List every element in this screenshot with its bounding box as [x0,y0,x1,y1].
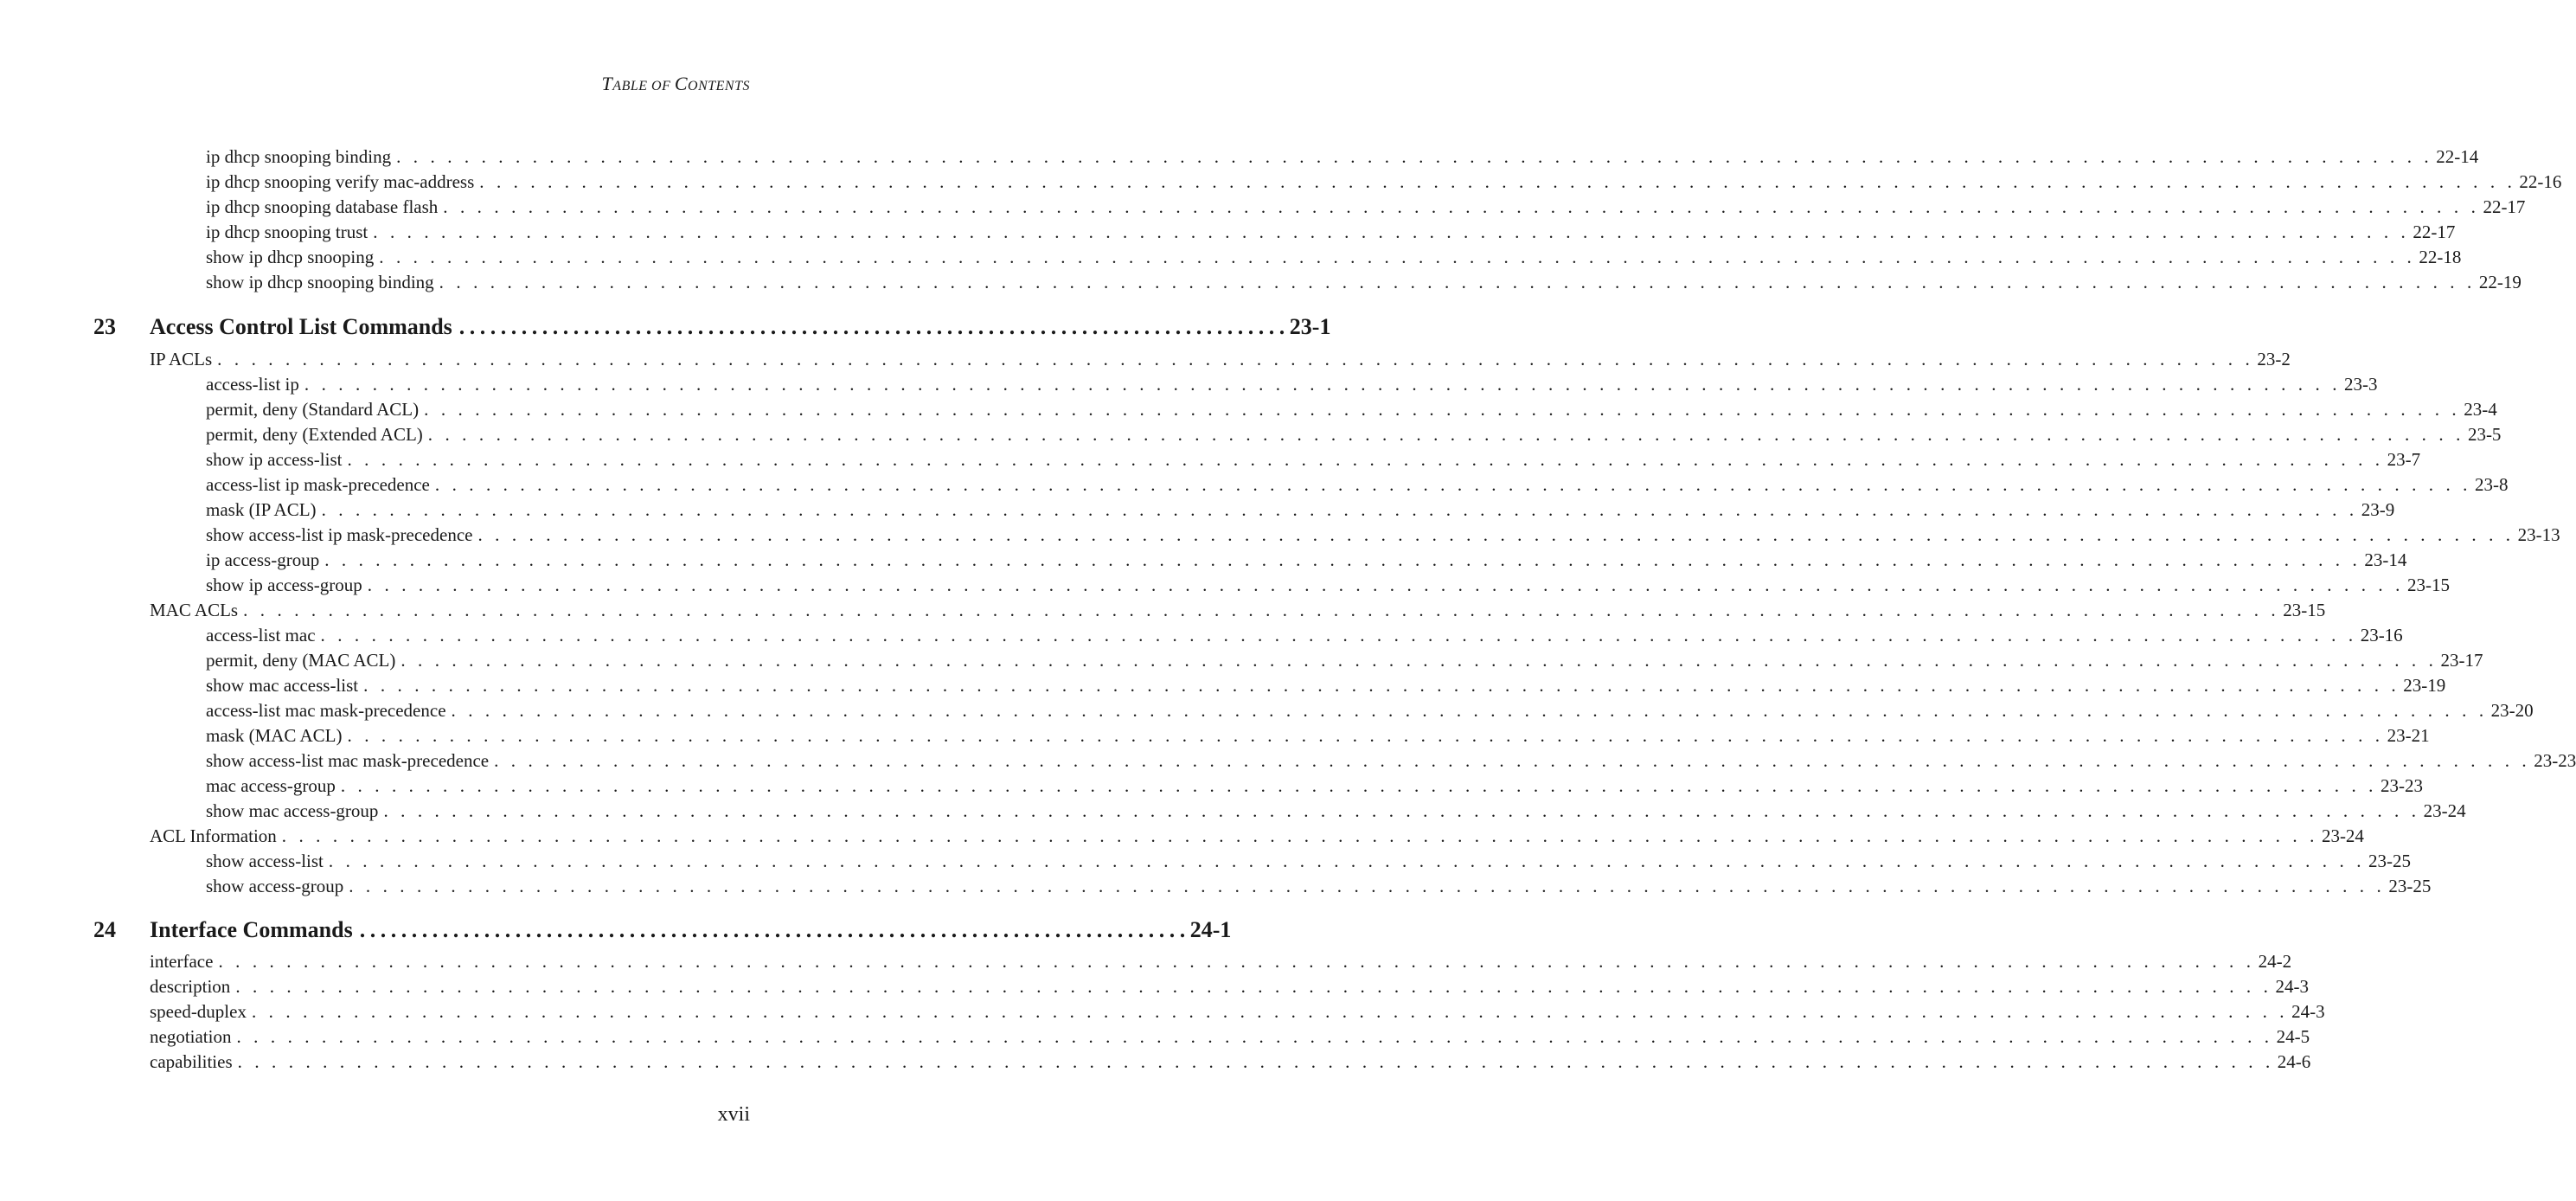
dot-leader: . . . . . . . . . . . . . . . . . . . . . . . . . . . . . . . . . . . . . . . . . . . . . . . . . . . . . . . . . . . . . . . . . . . . . . . . . . . . . . . . . . . . . . . . . . . . . . . . . . . . . . . . . . . . . . . . . . . . . . . . [396,146,2433,167]
toc-entry-label: show ip dhcp snooping [206,247,375,267]
dot-leader: . . . . . . . . . . . . . . . . . . . . . . . . . . . . . . . . . . . . . . . . . . . . . . . . . . . . . . . . . . . . . . . . . . . . . . . . . . . . . . . . . . . . . . . . . . . . . . . . . . . . . . . . . . . . . . . . . . . . . . . . [400,650,2438,671]
dot-leader: . . . . . . . . . . . . . . . . . . . . . . . . . . . . . . . . . . . . . . . . . . . . . . . . . . . . . . . . . . . . . . . . . . . . . . . . . . . . . . . . . . . . . . . . . . . . . . . . . . . . . . . . . . . . . . . . . . . . . . . . [451,700,2488,721]
toc-entry-page: 23-14 [2364,549,2407,570]
toc-entry-page: 23-24 [2423,800,2466,821]
toc-entry-label: mask (IP ACL) [206,499,317,520]
toc-entry-page: 22-18 [2419,247,2462,267]
toc-entry[interactable] [206,473,2509,496]
dot-leader: ................................................................................ [458,314,1290,339]
toc-entry-page: 23-23 [2534,750,2576,771]
toc-entry-label: show access-list ip mask-precedence [206,524,473,545]
dot-leader: . . . . . . . . . . . . . . . . . . . . . . . . . . . . . . . . . . . . . . . . . . . . . . . . . . . . . . . . . . . . . . . . . . . . . . . . . . . . . . . . . . . . . . . . . . . . . . . . . . . . . . . . . . . . . . . . . . . . . . . . [324,549,2361,570]
toc-entry-label: show ip dhcp snooping binding [206,272,434,292]
toc-entry-label: capabilities [150,1051,233,1072]
toc-entry-label: IP ACLs [150,349,213,369]
toc-entry-label: permit, deny (MAC ACL) [206,650,396,671]
dot-leader: . . . . . . . . . . . . . . . . . . . . . . . . . . . . . . . . . . . . . . . . . . . . . . . . . . . . . . . . . . . . . . . . . . . . . . . . . . . . . . . . . . . . . . . . . . . . . . . . . . . . . . . . . . . . . . . . . . . . . . . . [217,349,2254,369]
toc-entry-page: 23-23 [2381,775,2423,796]
dot-leader: . . . . . . . . . . . . . . . . . . . . . . . . . . . . . . . . . . . . . . . . . . . . . . . . . . . . . . . . . . . . . . . . . . . . . . . . . . . . . . . . . . . . . . . . . . . . . . . . . . . . . . . . . . . . . . . . . . . . . . . . [218,951,2255,972]
dot-leader: . . . . . . . . . . . . . . . . . . . . . . . . . . . . . . . . . . . . . . . . . . . . . . . . . . . . . . . . . . . . . . . . . . . . . . . . . . . . . . . . . . . . . . . . . . . . . . . . . . . . . . . . . . . . . . . . . . . . . . . . [349,876,2386,896]
toc-entry-label: permit, deny (Extended ACL) [206,424,423,445]
toc-entry[interactable] [206,373,2378,395]
chapter-page: 23-1 [1289,314,1331,339]
toc-entry[interactable] [150,1000,2325,1023]
toc-entry-page: 23-2 [2257,349,2291,369]
toc-entry[interactable] [206,398,2497,421]
toc-entry-page: 23-25 [2388,876,2432,896]
dot-leader: . . . . . . . . . . . . . . . . . . . . . . . . . . . . . . . . . . . . . . . . . . . . . . . . . . . . . . . . . . . . . . . . . . . . . . . . . . . . . . . . . . . . . . . . . . . . . . . . . . . . . . . . . . . . . . . . . . . . . . . . [235,976,2272,997]
dot-leader: . . . . . . . . . . . . . . . . . . . . . . . . . . . . . . . . . . . . . . . . . . . . . . . . . . . . . . . . . . . . . . . . . . . . . . . . . . . . . . . . . . . . . . . . . . . . . . . . . . . . . . . . . . . . . . . . . . . . . . . . [443,196,2480,217]
toc-entry-label: mac access-group [206,775,336,796]
toc-entry-page: 23-9 [2361,499,2395,520]
toc-entry[interactable] [206,674,2446,697]
toc-entry-page: 23-4 [2464,399,2497,420]
toc-entry[interactable] [206,523,2560,546]
dot-leader: . . . . . . . . . . . . . . . . . . . . . . . . . . . . . . . . . . . . . . . . . . . . . . . . . . . . . . . . . . . . . . . . . . . . . . . . . . . . . . . . . . . . . . . . . . . . . . . . . . . . . . . . . . . . . . . . . . . . . . . . [367,575,2404,595]
toc-entry-page: 24-3 [2275,976,2309,997]
dot-leader: . . . . . . . . . . . . . . . . . . . . . . . . . . . . . . . . . . . . . . . . . . . . . . . . . . . . . . . . . . . . . . . . . . . . . . . . . . . . . . . . . . . . . . . . . . . . . . . . . . . . . . . . . . . . . . . . . . . . . . . . [251,1001,2289,1022]
dot-leader: ................................................................................ [359,917,1190,942]
toc-entry-page: 23-20 [2490,700,2534,721]
toc-entry[interactable] [206,774,2423,797]
toc-entry-label: show access-group [206,876,344,896]
toc-entry-page: 23-17 [2440,650,2483,671]
toc-entry-page: 23-7 [2387,449,2421,470]
toc-entry-label: speed-duplex [150,1001,247,1022]
dot-leader: . . . . . . . . . . . . . . . . . . . . . . . . . . . . . . . . . . . . . . . . . . . . . . . . . . . . . . . . . . . . . . . . . . . . . . . . . . . . . . . . . . . . . . . . . . . . . . . . . . . . . . . . . . . . . . . . . . . . . . . . [494,750,2531,771]
toc-entry-page: 23-15 [2283,600,2326,620]
toc-entry-label: MAC ACLs [150,600,239,620]
dot-leader: . . . . . . . . . . . . . . . . . . . . . . . . . . . . . . . . . . . . . . . . . . . . . . . . . . . . . . . . . . . . . . . . . . . . . . . . . . . . . . . . . . . . . . . . . . . . . . . . . . . . . . . . . . . . . . . . . . . . . . . . [383,800,2420,821]
toc-entry[interactable] [206,246,2462,268]
dot-leader: . . . . . . . . . . . . . . . . . . . . . . . . . . . . . . . . . . . . . . . . . . . . . . . . . . . . . . . . . . . . . . . . . . . . . . . . . . . . . . . . . . . . . . . . . . . . . . . . . . . . . . . . . . . . . . . . . . . . . . . . [328,851,2366,871]
toc-entry-label: description [150,976,231,997]
toc-entry[interactable] [150,950,2292,973]
dot-leader: . . . . . . . . . . . . . . . . . . . . . . . . . . . . . . . . . . . . . . . . . . . . . . . . . . . . . . . . . . . . . . . . . . . . . . . . . . . . . . . . . . . . . . . . . . . . . . . . . . . . . . . . . . . . . . . . . . . . . . . . [477,524,2515,545]
toc-entry-page: 23-19 [2403,675,2446,696]
toc-entry-page: 23-16 [2360,625,2403,645]
toc-entry[interactable] [206,145,2479,168]
toc-entry[interactable] [206,624,2403,646]
toc-entry-label: show ip access-group [206,575,362,595]
toc-entry[interactable] [206,549,2407,571]
chapter-number: 24 [93,917,116,942]
dot-leader: . . . . . . . . . . . . . . . . . . . . . . . . . . . . . . . . . . . . . . . . . . . . . . . . . . . . . . . . . . . . . . . . . . . . . . . . . . . . . . . . . . . . . . . . . . . . . . . . . . . . . . . . . . . . . . . . . . . . . . . . [321,499,2358,520]
toc-entry[interactable] [206,170,2562,193]
page-number: xvii [717,1103,750,1126]
dot-leader: . . . . . . . . . . . . . . . . . . . . . . . . . . . . . . . . . . . . . . . . . . . . . . . . . . . . . . . . . . . . . . . . . . . . . . . . . . . . . . . . . . . . . . . . . . . . . . . . . . . . . . . . . . . . . . . . . . . . . . . . [347,449,2384,470]
toc-entry-page: 22-14 [2436,146,2479,167]
toc-entry[interactable] [206,699,2534,722]
toc-entry[interactable] [150,825,2364,847]
toc-entry-page: 23-13 [2517,524,2560,545]
toc-entry-page: 22-17 [2483,196,2526,217]
toc-entry[interactable] [150,1050,2311,1073]
toc-entry-label: ip dhcp snooping binding [206,146,392,167]
toc-entry[interactable] [206,749,2576,772]
toc-entry[interactable] [206,498,2395,521]
dot-leader: . . . . . . . . . . . . . . . . . . . . . . . . . . . . . . . . . . . . . . . . . . . . . . . . . . . . . . . . . . . . . . . . . . . . . . . . . . . . . . . . . . . . . . . . . . . . . . . . . . . . . . . . . . . . . . . . . . . . . . . . [281,825,2318,846]
toc-entry[interactable] [206,221,2456,243]
toc-entry-page: 22-19 [2478,272,2522,292]
dot-leader: . . . . . . . . . . . . . . . . . . . . . . . . . . . . . . . . . . . . . . . . . . . . . . . . . . . . . . . . . . . . . . . . . . . . . . . . . . . . . . . . . . . . . . . . . . . . . . . . . . . . . . . . . . . . . . . . . . . . . . . . [434,474,2472,495]
dot-leader: . . . . . . . . . . . . . . . . . . . . . . . . . . . . . . . . . . . . . . . . . . . . . . . . . . . . . . . . . . . . . . . . . . . . . . . . . . . . . . . . . . . . . . . . . . . . . . . . . . . . . . . . . . . . . . . . . . . . . . . . [439,272,2476,292]
dot-leader: . . . . . . . . . . . . . . . . . . . . . . . . . . . . . . . . . . . . . . . . . . . . . . . . . . . . . . . . . . . . . . . . . . . . . . . . . . . . . . . . . . . . . . . . . . . . . . . . . . . . . . . . . . . . . . . . . . . . . . . . [373,222,2410,242]
toc-entry-page: 24-3 [2291,1001,2325,1022]
dot-leader: . . . . . . . . . . . . . . . . . . . . . . . . . . . . . . . . . . . . . . . . . . . . . . . . . . . . . . . . . . . . . . . . . . . . . . . . . . . . . . . . . . . . . . . . . . . . . . . . . . . . . . . . . . . . . . . . . . . . . . . . [363,675,2400,696]
toc-entry[interactable] [206,724,2430,747]
toc-entry[interactable] [150,1025,2310,1048]
toc-entry-label: ip dhcp snooping trust [206,222,368,242]
toc-entry[interactable] [206,850,2412,872]
toc-entry[interactable] [206,448,2421,471]
toc-entry-label: show mac access-list [206,675,359,696]
toc-entry-page: 23-8 [2475,474,2509,495]
dot-leader: . . . . . . . . . . . . . . . . . . . . . . . . . . . . . . . . . . . . . . . . . . . . . . . . . . . . . . . . . . . . . . . . . . . . . . . . . . . . . . . . . . . . . . . . . . . . . . . . . . . . . . . . . . . . . . . . . . . . . . . . [479,171,2516,192]
toc-entry-label: access-list mac mask-precedence [206,700,446,721]
running-header: TABLE OF CONTENTS [601,73,750,94]
toc-entry-page: 24-6 [2277,1051,2311,1072]
chapter-heading[interactable] [93,916,1232,944]
toc-entry[interactable] [150,599,2326,621]
toc-entry[interactable] [206,574,2450,596]
toc-entry[interactable] [206,271,2522,293]
toc-entry-label: interface [150,951,214,972]
chapter-title: Interface Commands [150,917,353,942]
toc-entry-label: show mac access-group [206,800,379,821]
dot-leader: . . . . . . . . . . . . . . . . . . . . . . . . . . . . . . . . . . . . . . . . . . . . . . . . . . . . . . . . . . . . . . . . . . . . . . . . . . . . . . . . . . . . . . . . . . . . . . . . . . . . . . . . . . . . . . . . . . . . . . . . [347,725,2384,746]
toc-entry-label: show access-list [206,851,324,871]
toc-entry-label: permit, deny (Standard ACL) [206,399,420,420]
toc-entry-label: access-list ip mask-precedence [206,474,430,495]
toc-entry[interactable] [206,800,2466,822]
toc-entry-label: access-list ip [206,374,299,395]
toc-entry-page: 23-21 [2387,725,2430,746]
dot-leader: . . . . . . . . . . . . . . . . . . . . . . . . . . . . . . . . . . . . . . . . . . . . . . . . . . . . . . . . . . . . . . . . . . . . . . . . . . . . . . . . . . . . . . . . . . . . . . . . . . . . . . . . . . . . . . . . . . . . . . . . [340,775,2377,796]
chapter-heading[interactable] [93,313,1331,341]
dot-leader: . . . . . . . . . . . . . . . . . . . . . . . . . . . . . . . . . . . . . . . . . . . . . . . . . . . . . . . . . . . . . . . . . . . . . . . . . . . . . . . . . . . . . . . . . . . . . . . . . . . . . . . . . . . . . . . . . . . . . . . . [379,247,2416,267]
toc-entry[interactable] [206,875,2432,897]
toc-entry-label: access-list mac [206,625,316,645]
toc-entry-page: 23-24 [2321,825,2364,846]
toc-entry-label: ip dhcp snooping verify mac-address [206,171,475,192]
toc-entry-page: 22-17 [2413,222,2456,242]
toc-entry-page: 23-15 [2406,575,2450,595]
toc-entry-label: ip access-group [206,549,320,570]
toc-entry-label: ACL Information [150,825,277,846]
toc-entry-page: 24-2 [2258,951,2292,972]
toc-entry[interactable] [206,649,2483,671]
toc-entry-label: show ip access-list [206,449,343,470]
toc-entry-page: 23-5 [2467,424,2502,445]
dot-leader: . . . . . . . . . . . . . . . . . . . . . . . . . . . . . . . . . . . . . . . . . . . . . . . . . . . . . . . . . . . . . . . . . . . . . . . . . . . . . . . . . . . . . . . . . . . . . . . . . . . . . . . . . . . . . . . . . . . . . . . . [304,374,2342,395]
dot-leader: . . . . . . . . . . . . . . . . . . . . . . . . . . . . . . . . . . . . . . . . . . . . . . . . . . . . . . . . . . . . . . . . . . . . . . . . . . . . . . . . . . . . . . . . . . . . . . . . . . . . . . . . . . . . . . . . . . . . . . . . [427,424,2464,445]
toc-entry[interactable] [206,196,2526,218]
dot-leader: . . . . . . . . . . . . . . . . . . . . . . . . . . . . . . . . . . . . . . . . . . . . . . . . . . . . . . . . . . . . . . . . . . . . . . . . . . . . . . . . . . . . . . . . . . . . . . . . . . . . . . . . . . . . . . . . . . . . . . . . [320,625,2357,645]
chapter-number: 23 [93,314,116,339]
dot-leader: . . . . . . . . . . . . . . . . . . . . . . . . . . . . . . . . . . . . . . . . . . . . . . . . . . . . . . . . . . . . . . . . . . . . . . . . . . . . . . . . . . . . . . . . . . . . . . . . . . . . . . . . . . . . . . . . . . . . . . . . [243,600,2280,620]
toc-entry[interactable] [206,423,2502,446]
chapter-page: 24-1 [1189,917,1232,942]
dot-leader: . . . . . . . . . . . . . . . . . . . . . . . . . . . . . . . . . . . . . . . . . . . . . . . . . . . . . . . . . . . . . . . . . . . . . . . . . . . . . . . . . . . . . . . . . . . . . . . . . . . . . . . . . . . . . . . . . . . . . . . . [237,1051,2274,1072]
chapter-title: Access Control List Commands [150,314,452,339]
toc-entry-label: show access-list mac mask-precedence [206,750,490,771]
toc-entry[interactable] [150,348,2291,370]
dot-leader: . . . . . . . . . . . . . . . . . . . . . . . . . . . . . . . . . . . . . . . . . . . . . . . . . . . . . . . . . . . . . . . . . . . . . . . . . . . . . . . . . . . . . . . . . . . . . . . . . . . . . . . . . . . . . . . . . . . . . . . . [424,399,2461,420]
toc-entry-label: mask (MAC ACL) [206,725,343,746]
toc-entry-page: 23-3 [2344,374,2378,395]
toc-entry-page: 24-5 [2276,1026,2310,1047]
toc-entry-label: negotiation [150,1026,232,1047]
toc-entry-page: 23-25 [2368,851,2412,871]
toc-entry-page: 22-16 [2519,171,2562,192]
dot-leader: . . . . . . . . . . . . . . . . . . . . . . . . . . . . . . . . . . . . . . . . . . . . . . . . . . . . . . . . . . . . . . . . . . . . . . . . . . . . . . . . . . . . . . . . . . . . . . . . . . . . . . . . . . . . . . . . . . . . . . . . [236,1026,2273,1047]
toc-entry[interactable] [150,975,2309,998]
toc-entry-label: ip dhcp snooping database flash [206,196,439,217]
